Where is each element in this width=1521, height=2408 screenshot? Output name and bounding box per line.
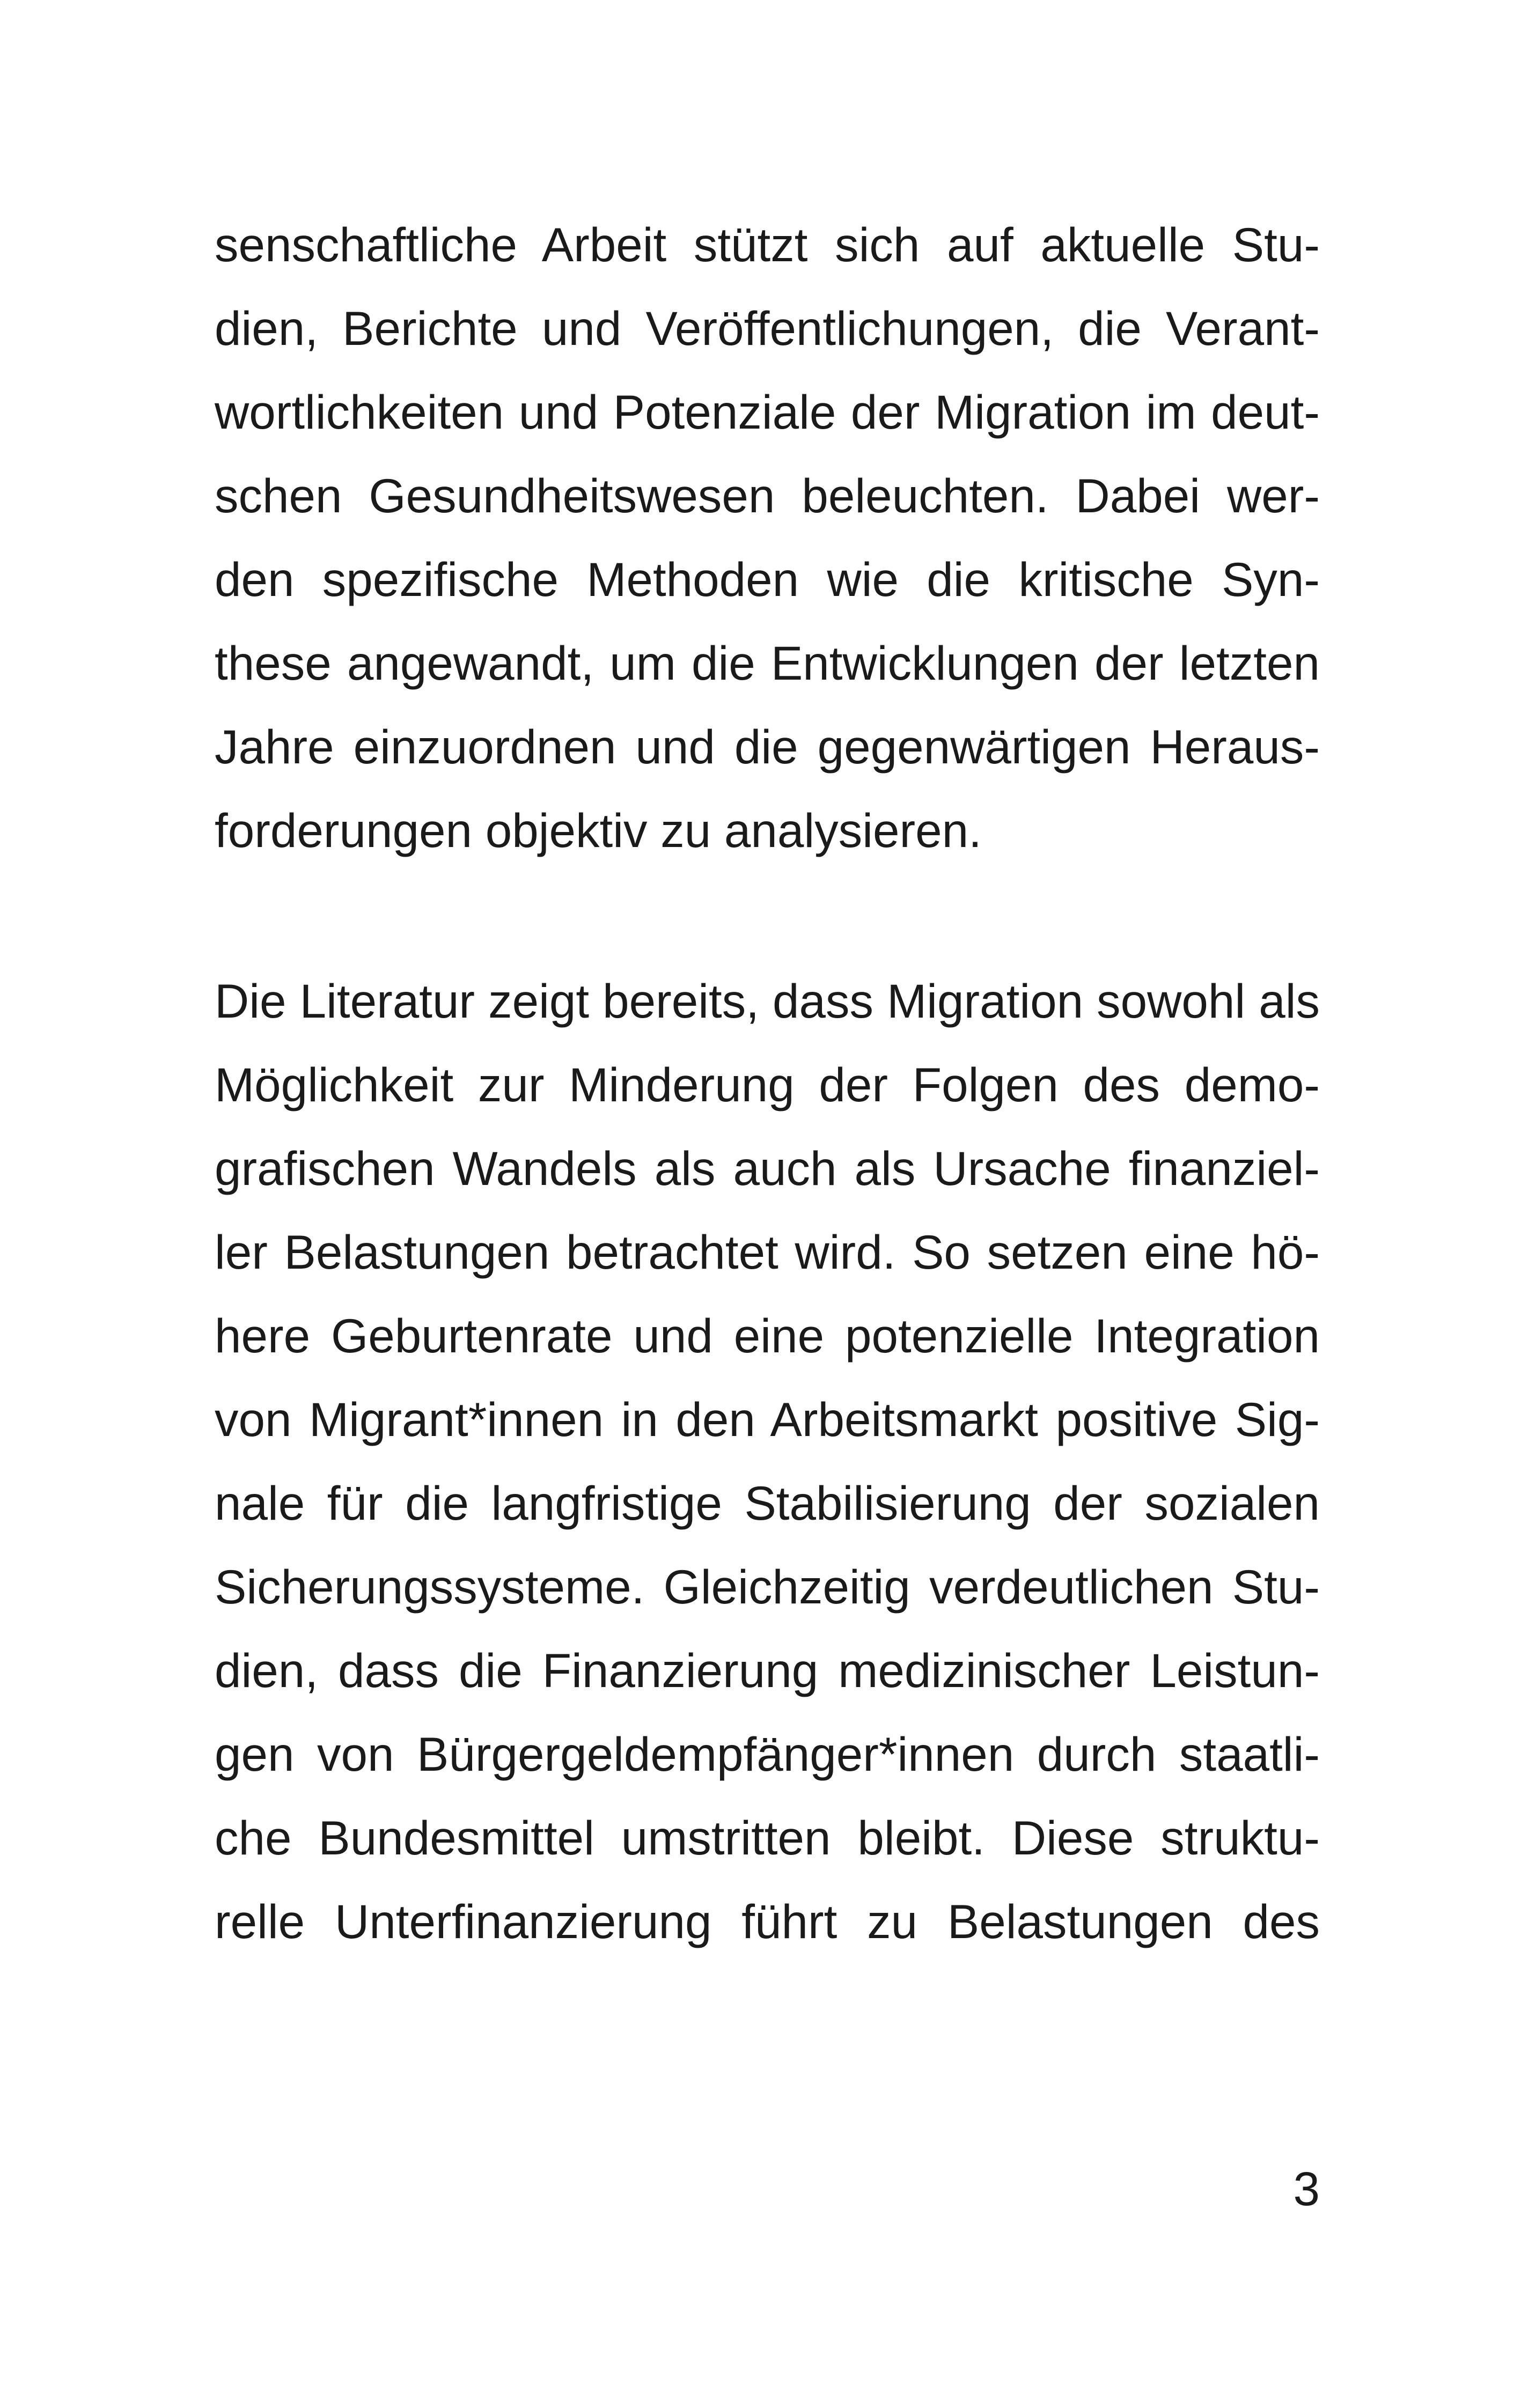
text-line: Sicherungssysteme. Gleichzeitig verdeutlichen Stu-	[215, 1560, 1320, 1614]
page-number: 3	[1293, 2162, 1320, 2215]
text-line: Möglichkeit zur Minderung der Folgen des demo-	[215, 1058, 1320, 1111]
text-line: here Geburtenrate und eine potenzielle Integration	[215, 1309, 1320, 1363]
text-line: wortlichkeiten und Potenziale der Migration im deut-	[215, 385, 1320, 439]
paragraph-1	[215, 203, 1320, 872]
text-line: dien, Berichte und Veröffentlichungen, die Verant-	[215, 301, 1320, 355]
text-line: these angewandt, um die Entwicklungen der letzten	[215, 636, 1320, 690]
text-line: den spezifische Methoden wie die kritische Syn-	[215, 553, 1320, 606]
text-line: senschaftliche Arbeit stützt sich auf aktuelle Stu-	[215, 218, 1320, 271]
text-line: gen von Bürgergeldempfänger*innen durch staatli-	[215, 1727, 1320, 1781]
paragraph-2	[215, 959, 1320, 1963]
text-line: dien, dass die Finanzierung medizinischer Leistun-	[215, 1644, 1320, 1697]
text-line: grafischen Wandels als auch als Ursache finanziel-	[215, 1142, 1320, 1195]
text-line: von Migrant*innen in den Arbeitsmarkt positive Sig-	[215, 1393, 1320, 1446]
text-line: schen Gesundheitswesen beleuchten. Dabei wer-	[215, 469, 1320, 522]
text-line: nale für die langfristige Stabilisierung der sozialen	[215, 1476, 1320, 1530]
text-line: forderungen objektiv zu analysieren.	[215, 804, 982, 857]
text-line: Jahre einzuordnen und die gegenwärtigen Heraus-	[215, 720, 1320, 774]
text-line: relle Unterfinanzierung führt zu Belastungen des	[215, 1895, 1320, 1948]
text-line: ler Belastungen betrachtet wird. So setzen eine hö-	[215, 1225, 1320, 1279]
text-line: che Bundesmittel umstritten bleibt. Diese struktu-	[215, 1811, 1320, 1865]
text-line: Die Literatur zeigt bereits, dass Migration sowohl als	[215, 974, 1320, 1028]
